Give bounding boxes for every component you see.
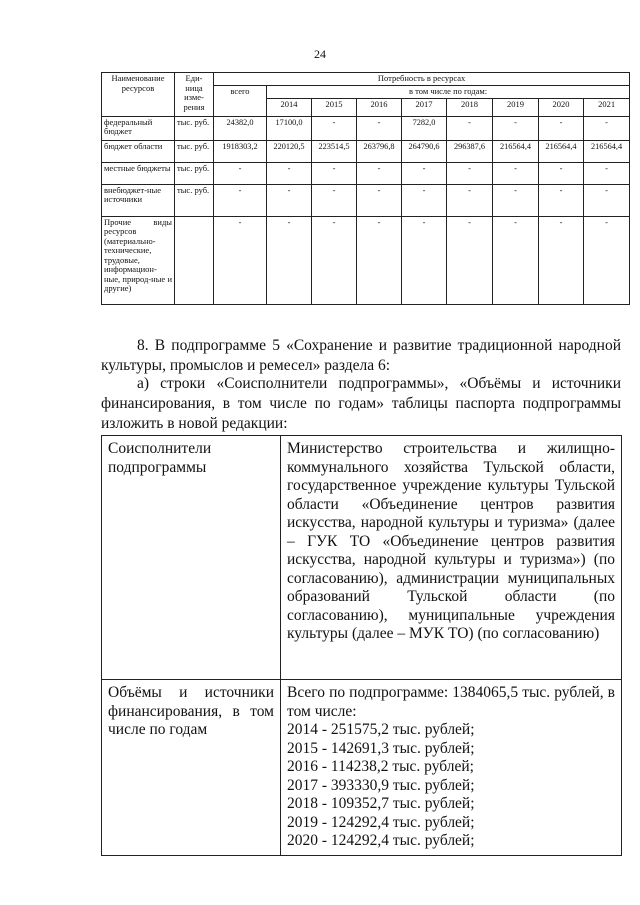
table-row	[102, 216, 630, 304]
row-year-value: 263796,8	[357, 140, 402, 162]
financing-year: 2018 - 109352,7 тыс. рублей;	[287, 795, 475, 812]
header-year: 2018	[447, 98, 493, 116]
row-year-value: -	[312, 216, 357, 304]
row-year-value: -	[312, 116, 357, 140]
header-need: Потребность в ресурсах	[214, 73, 630, 86]
row-year-value: 220120,5	[267, 140, 312, 162]
row-year-value: 17100,0	[267, 116, 312, 140]
row-unit: тыс. руб.	[175, 162, 214, 184]
passport-row-coexecutors	[102, 436, 622, 680]
row-year-value: 223514,5	[312, 140, 357, 162]
table-row	[102, 184, 630, 216]
row-year-value: -	[357, 184, 402, 216]
header-year: 2016	[357, 98, 402, 116]
row-unit: тыс. руб.	[175, 184, 214, 216]
row-year-value: -	[447, 162, 493, 184]
row-year-value: 216564,4	[584, 140, 630, 162]
coexecutors-value: Министерство строительства и жилищно-коммунального хозяйства Тульской области, государственное учреждение культуры Тульской области «Объединение центров развития искусства, народной культуры и туризма» (далее – ГУК ТО «Объединение центров развития искусства, народной культуры и туризма») (по согласованию), администрации муниципальных образований Тульской области (по согласованию), муниципальные учреждения культуры (далее – МУК ТО) (по согласованию)	[281, 436, 622, 680]
header-year: 2021	[584, 98, 630, 116]
financing-total: Всего по подпрограмме: 1384065,5 тыс. рублей, в том числе:	[287, 684, 615, 720]
row-total: -	[214, 216, 267, 304]
row-year-value: -	[267, 216, 312, 304]
row-year-value: -	[267, 162, 312, 184]
row-year-value: -	[493, 162, 539, 184]
row-year-value: -	[584, 162, 630, 184]
coexecutors-label: Соисполнители подпрограммы	[102, 436, 281, 680]
row-year-value: -	[493, 116, 539, 140]
row-year-value: -	[357, 216, 402, 304]
row-unit: тыс. руб.	[175, 116, 214, 140]
row-name: внебюджет-ные источники	[102, 184, 175, 216]
row-name: бюджет области	[102, 140, 175, 162]
header-resource-name: Наименование ресурсов	[102, 73, 175, 117]
row-year-value: -	[402, 184, 447, 216]
table-row	[102, 162, 630, 184]
row-year-value: 296387,6	[447, 140, 493, 162]
header-unit: Еди-ница изме-рения	[175, 73, 214, 117]
financing-year: 2019 - 124292,4 тыс. рублей;	[287, 813, 475, 831]
row-total: 1918303,2	[214, 140, 267, 162]
header-year: 2015	[312, 98, 357, 116]
financing-year: 2016 - 114238,2 тыс. рублей;	[287, 758, 474, 775]
row-year-value: -	[584, 216, 630, 304]
row-unit: тыс. руб.	[175, 140, 214, 162]
paragraph-8: 8. В подпрограмме 5 «Сохранение и развитие традиционной народной культуры, промыслов и ремесел» раздела 6:	[101, 337, 621, 374]
row-year-value: -	[312, 184, 357, 216]
row-year-value: 264790,6	[402, 140, 447, 162]
financing-value	[281, 680, 622, 856]
passport-table	[101, 435, 622, 856]
row-year-value: -	[357, 162, 402, 184]
row-name: местные бюджеты	[102, 162, 175, 184]
row-year-value: -	[539, 184, 584, 216]
header-year: 2017	[402, 98, 447, 116]
row-year-value: -	[357, 116, 402, 140]
financing-year: 2015 - 142691,3 тыс. рублей;	[287, 739, 475, 757]
row-year-value: -	[493, 216, 539, 304]
financing-year: 2014 - 251575,2 тыс. рублей;	[287, 721, 475, 738]
row-year-value: -	[447, 216, 493, 304]
row-year-value: -	[584, 184, 630, 216]
row-year-value: -	[402, 162, 447, 184]
row-total: -	[214, 184, 267, 216]
passport-row-financing	[102, 680, 622, 856]
row-name: Прочие виды ресурсов (материально-технические, трудовые, информацион-ные, природ-ные и другие)	[102, 216, 175, 304]
row-total: -	[214, 162, 267, 184]
paragraph-a: а) строки «Соисполнители подпрограммы», «Объёмы и источники финансирования, в том числе по годам» таблицы паспорта подпрограммы изложить в новой редакции:	[101, 375, 621, 432]
row-year-value: -	[539, 116, 584, 140]
table-row	[102, 116, 630, 140]
row-year-value: -	[312, 162, 357, 184]
page-number: 24	[314, 47, 326, 61]
resources-table	[101, 72, 630, 305]
row-year-value: -	[539, 162, 584, 184]
row-year-value: 216564,4	[539, 140, 584, 162]
row-year-value: -	[584, 116, 630, 140]
row-year-value: 216564,4	[493, 140, 539, 162]
row-year-value: -	[447, 184, 493, 216]
header-total: всего	[214, 86, 267, 117]
row-total: 24382,0	[214, 116, 267, 140]
financing-label: Объёмы и источники финансирования, в том числе по годам	[102, 680, 281, 856]
row-year-value: -	[493, 184, 539, 216]
row-unit	[175, 216, 214, 304]
row-year-value: -	[402, 216, 447, 304]
header-year: 2019	[493, 98, 539, 116]
header-year: 2014	[267, 98, 312, 116]
table-row	[102, 140, 630, 162]
row-year-value: 7282,0	[402, 116, 447, 140]
row-name: федеральный бюджет	[102, 116, 175, 140]
financing-year: 2020 - 124292,4 тыс. рублей;	[287, 832, 475, 849]
row-year-value: -	[267, 184, 312, 216]
financing-year: 2017 - 393330,9 тыс. рублей;	[287, 776, 475, 794]
header-year: 2020	[539, 98, 584, 116]
header-by-years: в том числе по годам:	[267, 86, 630, 99]
row-year-value: -	[539, 216, 584, 304]
row-year-value: -	[447, 116, 493, 140]
